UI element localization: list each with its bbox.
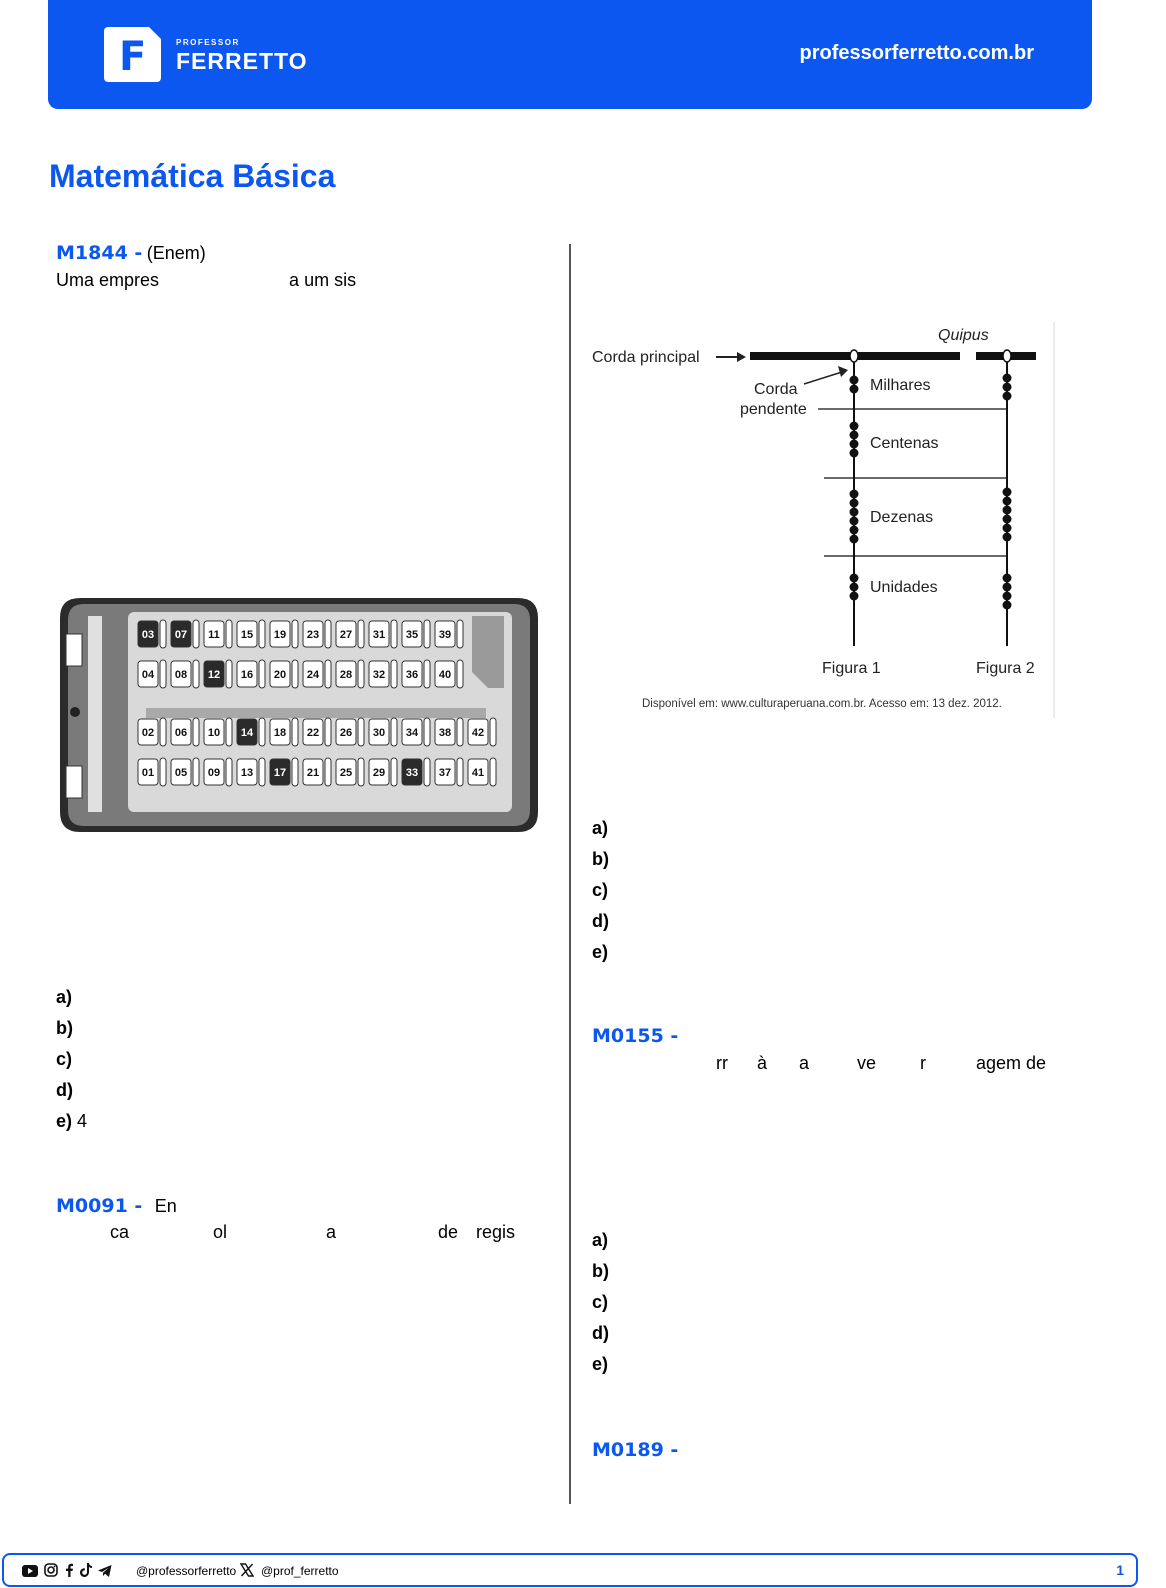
bus-seat	[336, 758, 364, 786]
bus-seat	[204, 660, 232, 688]
bus-seat	[435, 758, 463, 786]
level-label: Centenas	[870, 435, 939, 452]
question-text-fragment: a	[326, 1222, 337, 1242]
question-text-fragment: rr	[716, 1053, 728, 1073]
seat-number: 28	[339, 669, 353, 681]
seat-number: 29	[372, 767, 386, 779]
question-text-fragment: regis	[476, 1222, 516, 1242]
question-text-fragment: à	[757, 1053, 768, 1073]
option-e[interactable]	[56, 1111, 87, 1132]
bus-seat	[336, 660, 364, 688]
bus-seat	[270, 620, 298, 648]
question-text-fragment: de	[438, 1222, 459, 1242]
level-label: Dezenas	[870, 509, 934, 526]
instagram-icon[interactable]	[44, 1563, 58, 1582]
bus-seat	[138, 660, 166, 688]
seat-number: 37	[438, 767, 452, 779]
bus-seat	[468, 758, 496, 786]
option-label: a)	[56, 987, 73, 1007]
bus-seat	[237, 718, 265, 746]
seat-number: 19	[273, 629, 287, 641]
youtube-icon[interactable]	[22, 1564, 38, 1582]
option-d[interactable]: d)	[592, 911, 609, 931]
logo-small-text: PROFESSOR	[176, 38, 240, 47]
option-label: d)	[56, 1080, 73, 1100]
seat-number: 32	[372, 669, 386, 681]
seat-number: 31	[372, 629, 386, 641]
seat-number: 42	[471, 727, 485, 739]
social-handle[interactable]: @professorferretto	[136, 1564, 237, 1578]
seat-number: 40	[438, 669, 452, 681]
quipus-title: Quipus	[938, 327, 989, 344]
social-icons	[22, 1563, 112, 1582]
bus-seat	[402, 620, 430, 648]
option-c[interactable]: c)	[592, 880, 609, 900]
bus-seat	[336, 718, 364, 746]
bus-seat	[468, 718, 496, 746]
seat-number: 15	[240, 629, 254, 641]
seat-number: 39	[438, 629, 452, 641]
figure-source: Disponível em: www.culturaperuana.com.br. Acesso em: 13 dez. 2012.	[642, 698, 1002, 710]
bus-seat	[303, 758, 331, 786]
figure-1-label: Figura 1	[822, 660, 881, 677]
question-id: M0155 -	[592, 1025, 679, 1047]
option-e[interactable]: e)	[592, 942, 609, 962]
pendant-cord-label: Corda	[754, 381, 798, 398]
seat-number: 16	[240, 669, 254, 681]
seat-number: 05	[174, 767, 188, 779]
option-c[interactable]	[56, 1049, 72, 1070]
bus-seat	[435, 620, 463, 648]
bus-seat	[336, 620, 364, 648]
question-text-fragment: ve	[857, 1053, 877, 1073]
bus-seat	[171, 620, 199, 648]
seat-number: 08	[174, 669, 188, 681]
seat-number: 23	[306, 629, 320, 641]
page-title: Matemática Básica	[49, 158, 336, 194]
bus-seat	[237, 620, 265, 648]
bus-seat	[138, 758, 166, 786]
seat-number: 21	[306, 767, 320, 779]
level-label: Unidades	[870, 579, 938, 596]
seat-number: 35	[405, 629, 419, 641]
bus-seat	[369, 758, 397, 786]
option-a[interactable]: a)	[592, 818, 609, 838]
bus-seat	[237, 660, 265, 688]
option-value: 4	[77, 1111, 88, 1131]
bus-seat	[138, 620, 166, 648]
bus-seat	[270, 660, 298, 688]
seat-number: 26	[339, 727, 353, 739]
bus-seat	[270, 718, 298, 746]
bus-seat-figure	[58, 594, 540, 841]
question-text-fragment: ca	[110, 1222, 130, 1242]
telegram-icon[interactable]	[98, 1564, 112, 1582]
seat-number: 33	[405, 767, 419, 779]
bus-seat	[369, 718, 397, 746]
seat-number: 17	[273, 767, 287, 779]
svg-text:F: F	[119, 34, 147, 80]
pendant-cord-label-2: pendente	[740, 401, 807, 418]
option-b[interactable]	[56, 1018, 73, 1039]
question-text: Uma empres a um sis	[56, 270, 357, 290]
bus-seat	[138, 718, 166, 746]
facebook-icon[interactable]	[64, 1563, 74, 1582]
seat-number: 10	[207, 727, 221, 739]
main-cord-label: Corda principal	[592, 349, 700, 366]
option-a[interactable]: a)	[592, 1230, 609, 1250]
quipus-figure	[592, 322, 1056, 727]
social-handle[interactable]: @prof_ferretto	[261, 1564, 339, 1578]
seat-number: 02	[141, 727, 155, 739]
bus-seat	[204, 718, 232, 746]
header-banner	[48, 0, 1092, 109]
bus-seat	[204, 620, 232, 648]
question-source: (Enem)	[146, 243, 206, 263]
option-label: e)	[56, 1111, 73, 1131]
seat-number: 12	[207, 669, 221, 681]
seat-number: 06	[174, 727, 188, 739]
question-m0091-header	[56, 1195, 177, 1217]
option-label: b)	[56, 1018, 73, 1038]
footer-bar	[2, 1553, 1138, 1587]
seat-number: 11	[208, 629, 220, 641]
seat-number: 27	[339, 629, 353, 641]
seat-number: 13	[240, 767, 254, 779]
seat-number: 09	[207, 767, 221, 779]
bus-seat	[435, 660, 463, 688]
option-d[interactable]: d)	[592, 1323, 609, 1343]
seat-number: 25	[339, 767, 353, 779]
seat-number: 14	[240, 727, 254, 739]
seat-number: 41	[471, 767, 485, 779]
figure-2-label: Figura 2	[976, 660, 1035, 677]
option-b[interactable]: b)	[592, 1261, 609, 1281]
bus-seat	[402, 718, 430, 746]
seat-number: 01	[141, 767, 155, 779]
question-text-fragment: agem de	[976, 1053, 1047, 1073]
option-d[interactable]	[56, 1080, 73, 1101]
site-link[interactable]: professorferretto.com.br	[799, 42, 1034, 64]
seat-number: 04	[141, 669, 155, 681]
question-text-fragment: r	[920, 1053, 926, 1073]
bus-seat	[303, 620, 331, 648]
question-m0189-header	[592, 1439, 678, 1461]
bus-seat	[204, 758, 232, 786]
seat-number: 36	[405, 669, 419, 681]
option-c[interactable]: c)	[592, 1292, 609, 1312]
bus-seat	[402, 660, 430, 688]
seat-number: 34	[405, 727, 419, 739]
seat-number: 24	[306, 669, 320, 681]
bus-seat	[303, 660, 331, 688]
seat-number: 03	[141, 629, 155, 641]
question-id: M0091 -	[56, 1195, 143, 1217]
seat-number: 18	[273, 727, 287, 739]
bus-seat	[171, 758, 199, 786]
x-twitter-icon[interactable]	[240, 1563, 254, 1582]
bus-seat	[171, 660, 199, 688]
option-b[interactable]: b)	[592, 849, 609, 869]
bus-seat	[237, 758, 265, 786]
question-m1844-header	[56, 242, 206, 264]
column-divider	[569, 244, 571, 1504]
bus-seat	[171, 718, 199, 746]
logo-brand-text: FERRETTO	[176, 48, 308, 74]
tiktok-icon[interactable]	[80, 1563, 92, 1582]
question-text-fragment: ol	[213, 1222, 228, 1242]
seat-number: 30	[372, 727, 386, 739]
question-m0155-header	[592, 1025, 678, 1047]
question-id: M0189 -	[592, 1439, 679, 1461]
logo-icon	[104, 27, 161, 82]
seat-number: 07	[174, 629, 188, 641]
question-text-fragment: a	[799, 1053, 810, 1073]
level-label: Milhares	[870, 377, 931, 394]
bus-seat	[369, 660, 397, 688]
bus-seat	[402, 758, 430, 786]
bus-seat	[303, 718, 331, 746]
bus-seat	[369, 620, 397, 648]
bus-seat	[270, 758, 298, 786]
option-a[interactable]	[56, 987, 72, 1008]
bus-seat	[435, 718, 463, 746]
seat-number: 20	[273, 669, 287, 681]
option-e[interactable]: e)	[592, 1354, 609, 1374]
question-id: M1844 -	[56, 242, 143, 264]
page-number: 1	[1116, 1562, 1124, 1578]
option-label: c)	[56, 1049, 73, 1069]
seat-number: 38	[438, 727, 452, 739]
seat-number: 22	[306, 727, 320, 739]
question-text: En	[154, 1196, 177, 1216]
